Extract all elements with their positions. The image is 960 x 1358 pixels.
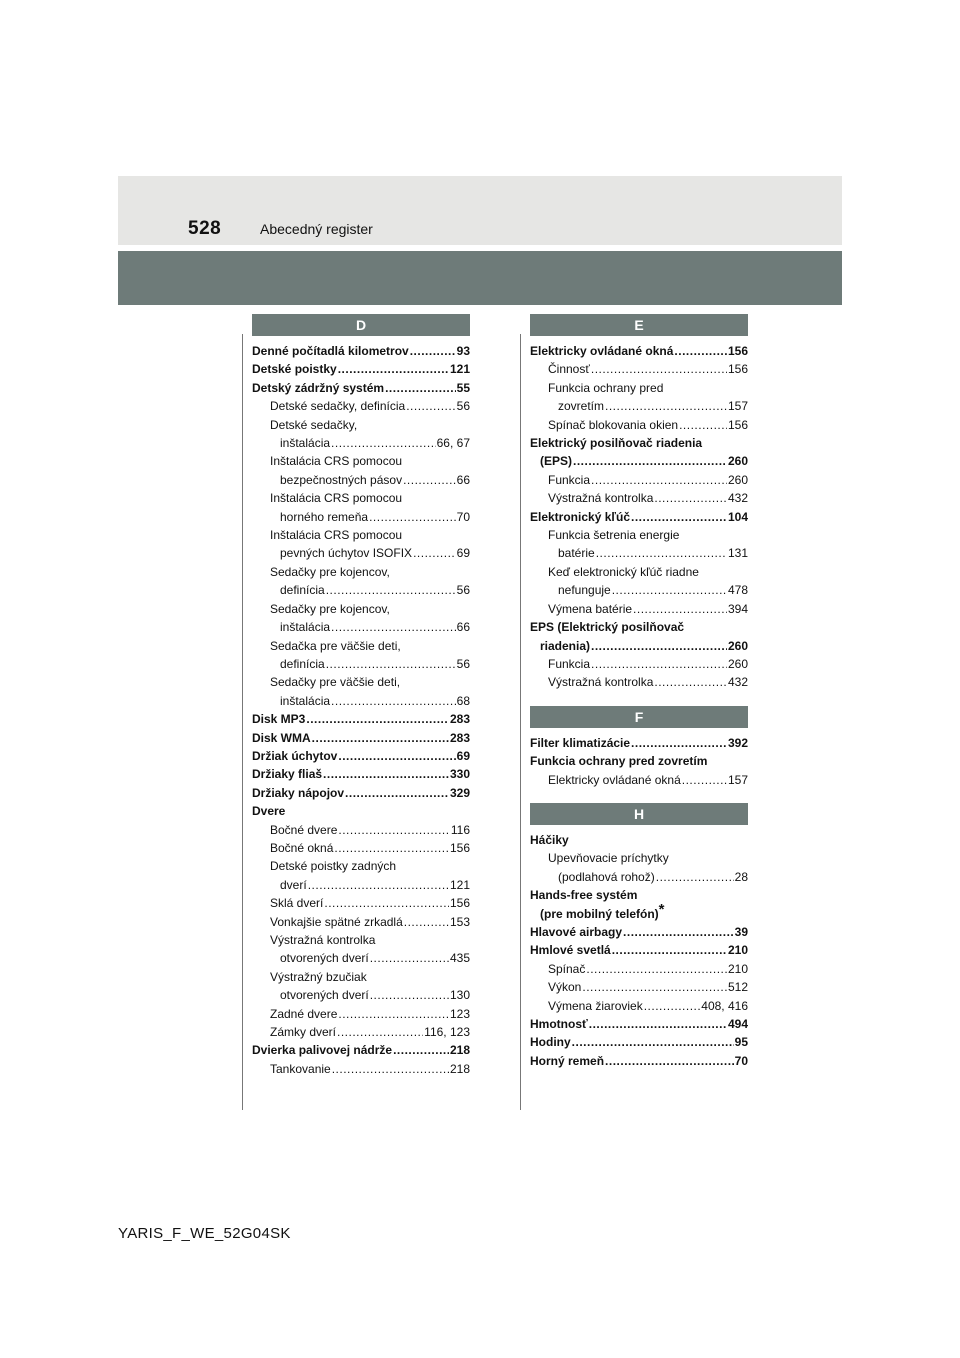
index-entry-text — [530, 849, 748, 867]
entry-term: Výkon — [548, 980, 582, 995]
dot-leader — [403, 471, 456, 489]
entry-term: otvorených dverí — [280, 988, 369, 1003]
page-reference: 156 — [449, 840, 470, 855]
entry-term: Elektrický posilňovač riadenia — [530, 436, 703, 451]
index-entry — [530, 637, 748, 655]
index-entry — [252, 765, 470, 783]
page-reference: 210 — [727, 961, 748, 976]
entry-term: Výmena batérie — [548, 601, 633, 616]
dot-leader — [612, 581, 727, 599]
entry-term: Dvere — [252, 804, 286, 819]
page-reference: 56 — [456, 399, 470, 414]
page-reference: 156 — [449, 896, 470, 911]
index-entry — [252, 710, 470, 728]
section-gap — [530, 692, 748, 706]
section-title: Abecedný register — [260, 221, 373, 237]
page-reference: 435 — [449, 951, 470, 966]
index-entry-text — [252, 526, 470, 544]
page-reference: 156 — [727, 362, 748, 377]
index-subentry — [252, 434, 470, 452]
entry-term: Výmena žiaroviek — [548, 998, 643, 1013]
entry-term: Tankovanie — [270, 1061, 331, 1076]
index-letter-header: E — [530, 314, 748, 336]
page-reference: 156 — [727, 344, 748, 358]
index-subentry — [530, 978, 748, 996]
entry-term: Sedačky pre kojencov, — [270, 601, 390, 616]
page-reference: 121 — [449, 362, 470, 377]
dot-leader — [674, 342, 727, 360]
entry-term: Hlavové airbagy — [530, 924, 623, 939]
entry-term: inštalácia — [280, 693, 331, 708]
dot-leader — [682, 771, 727, 789]
page-reference: 95 — [734, 1035, 748, 1050]
index-subentry — [252, 876, 470, 894]
entry-term: inštalácia — [280, 436, 331, 451]
entry-term: Filter klimatizácie — [530, 735, 631, 750]
dot-leader — [326, 581, 456, 599]
dot-leader — [413, 544, 456, 562]
index-subentry — [530, 868, 748, 886]
page-reference: 123 — [449, 1006, 470, 1021]
page-reference: 432 — [727, 675, 748, 690]
dot-leader — [370, 986, 449, 1004]
index-entry-text — [530, 831, 748, 849]
dot-leader — [679, 416, 727, 434]
page-reference: 432 — [727, 491, 748, 506]
index-entry — [530, 342, 748, 360]
index-entry-text — [530, 752, 748, 770]
index-subentry — [530, 489, 748, 507]
dot-leader — [654, 673, 727, 691]
dot-leader — [385, 379, 456, 397]
entry-term: Elektricky ovládané okná — [530, 344, 674, 358]
page-reference: 329 — [449, 785, 470, 800]
dot-leader — [605, 1052, 734, 1070]
entry-term: Bočné dvere — [270, 822, 338, 837]
entry-term: bezpečnostných pásov — [280, 472, 403, 487]
page-reference: 260 — [727, 472, 748, 487]
index-subentry — [530, 397, 748, 415]
index-entry — [530, 452, 748, 470]
page-reference: 66 — [456, 620, 470, 635]
entry-term: Elektricky ovládané okná — [548, 772, 681, 787]
index-entries — [530, 336, 748, 692]
dot-leader — [331, 692, 456, 710]
dot-leader — [370, 949, 449, 967]
index-subentry — [252, 581, 470, 599]
page-reference: 70 — [456, 509, 470, 524]
page-reference: 69 — [456, 748, 470, 763]
entry-term: Elektronický kľúč — [530, 509, 631, 524]
entry-term: Zámky dverí — [270, 1025, 337, 1040]
section-gap — [530, 789, 748, 803]
page-reference: 283 — [449, 730, 470, 745]
index-subentry — [252, 618, 470, 636]
entry-term: Funkcia — [548, 472, 591, 487]
entry-term: inštalácia — [280, 620, 331, 635]
index-entry-text — [530, 563, 748, 581]
index-subentry — [252, 1060, 470, 1078]
entry-term: Funkcia šetrenia energie — [548, 528, 680, 543]
index-entry-text — [530, 886, 748, 904]
dot-leader — [369, 508, 456, 526]
index-subentry — [530, 997, 748, 1015]
left-column-rule — [242, 334, 243, 1110]
index-entry-text — [252, 673, 470, 691]
entry-term: Výstražná kontrolka — [548, 491, 654, 506]
index-subentry — [252, 655, 470, 673]
entry-term: Disk WMA — [252, 730, 311, 745]
entry-term: Funkcia — [548, 656, 591, 671]
page-reference: 28 — [734, 869, 748, 884]
entry-term: Hmlové svetlá — [530, 943, 611, 958]
dot-leader — [591, 471, 727, 489]
index-subentry — [530, 471, 748, 489]
page-reference: 39 — [734, 924, 748, 939]
entry-term: dverí — [280, 877, 307, 892]
dot-leader — [331, 618, 456, 636]
index-subentry — [530, 544, 748, 562]
index-subentry — [252, 544, 470, 562]
page-reference: 104 — [727, 509, 748, 524]
dot-leader — [572, 1033, 734, 1051]
entry-term: zovretím — [558, 399, 605, 414]
index-entry-text — [252, 600, 470, 618]
index-entry — [252, 379, 470, 397]
index-subentry — [530, 655, 748, 673]
dot-leader — [393, 1041, 449, 1059]
page-reference: 283 — [449, 712, 470, 727]
page-reference: 494 — [727, 1017, 748, 1031]
index-entry-text — [252, 563, 470, 581]
dot-leader — [596, 544, 727, 562]
index-entry — [252, 342, 470, 360]
page-reference: 121 — [449, 877, 470, 892]
dot-leader — [623, 923, 734, 941]
entry-term: (podlahová rohož) — [558, 869, 655, 884]
entry-term: Sedačky pre kojencov, — [270, 564, 390, 579]
page-reference: 116, 123 — [424, 1025, 470, 1040]
page-reference: 131 — [727, 546, 748, 561]
page-reference: 478 — [727, 583, 748, 598]
index-entry — [530, 508, 748, 526]
dot-leader — [331, 434, 436, 452]
dot-leader — [591, 637, 727, 655]
dot-leader — [332, 1060, 449, 1078]
page-reference: 157 — [727, 399, 748, 414]
page-reference: 392 — [727, 735, 748, 750]
index-entry — [252, 360, 470, 378]
right-column-rule — [520, 334, 521, 1110]
page-reference: 210 — [727, 943, 748, 958]
page-reference: 157 — [727, 772, 748, 787]
dot-leader — [631, 734, 727, 752]
page-reference: 330 — [449, 767, 470, 782]
entry-term: Detský zádržný systém — [252, 380, 385, 395]
entry-term: Hodiny — [530, 1035, 571, 1050]
entry-term: Keď elektronický kľúč riadne — [548, 564, 699, 579]
page-reference: 260 — [727, 454, 748, 469]
dot-leader — [573, 452, 727, 470]
page-reference: 55 — [456, 380, 470, 395]
dot-leader — [656, 868, 734, 886]
dot-leader — [406, 397, 455, 415]
entry-term: Spínač blokovania okien — [548, 417, 679, 432]
entry-term: definícia — [280, 656, 325, 671]
entry-term: Inštalácia CRS pomocou — [270, 528, 403, 543]
index-subentry — [530, 581, 748, 599]
entry-term: Háčiky — [530, 832, 569, 847]
index-subentry — [530, 416, 748, 434]
page-reference: 68 — [456, 693, 470, 708]
index-subentry — [252, 894, 470, 912]
dot-leader — [410, 342, 456, 360]
index-subentry — [252, 692, 470, 710]
entry-term: Hands-free systém — [530, 888, 638, 903]
entry-term: Držiaky fliaš — [252, 767, 323, 782]
entry-term: Činnosť — [548, 362, 590, 377]
index-subentry — [252, 839, 470, 857]
page-reference: 218 — [449, 1061, 470, 1076]
index-entries — [252, 336, 470, 1078]
index-column-right — [530, 314, 748, 1070]
dot-leader — [312, 729, 449, 747]
footnote-star: * — [658, 900, 665, 918]
entry-term: Funkcia ochrany pred zovretím — [530, 754, 708, 769]
index-subentry — [530, 771, 748, 789]
index-letter-header: H — [530, 803, 748, 825]
index-entry-text — [530, 618, 748, 636]
entry-term: Spínač — [548, 961, 586, 976]
entry-term: batérie — [558, 546, 595, 561]
index-entry-text — [252, 416, 470, 434]
dot-leader — [323, 765, 449, 783]
page-reference: 512 — [727, 980, 748, 995]
index-subentry — [252, 1023, 470, 1041]
header-bar — [118, 251, 842, 305]
entry-term: Sedačka pre väčšie deti, — [270, 638, 401, 653]
page-reference: 116 — [450, 822, 470, 837]
index-entry — [530, 734, 748, 752]
dot-leader — [326, 655, 456, 673]
index-entry-text — [252, 968, 470, 986]
index-entry-text — [530, 526, 748, 544]
dot-leader — [338, 821, 449, 839]
dot-leader — [605, 397, 727, 415]
index-entry-text — [252, 802, 470, 820]
dot-leader — [644, 997, 701, 1015]
index-entry — [252, 747, 470, 765]
index-entry — [530, 941, 748, 959]
index-entry — [252, 784, 470, 802]
entry-term: definícia — [280, 583, 325, 598]
dot-leader — [591, 655, 727, 673]
entry-term: (EPS) — [540, 454, 573, 469]
index-subentry — [252, 471, 470, 489]
index-subentry — [530, 600, 748, 618]
index-entry-text — [252, 452, 470, 470]
page-reference: 260 — [727, 638, 748, 653]
index-entry-text — [252, 931, 470, 949]
dot-leader — [337, 1023, 423, 1041]
entry-term: Držiak úchytov — [252, 748, 338, 763]
dot-leader — [338, 1005, 449, 1023]
index-subentry — [530, 673, 748, 691]
page-reference: 93 — [456, 344, 470, 358]
index-subentry — [252, 986, 470, 1004]
index-entry — [252, 729, 470, 747]
entry-term: Zadné dvere — [270, 1006, 338, 1021]
index-entries — [530, 825, 748, 1070]
index-subentry — [530, 960, 748, 978]
entry-term: Držiaky nápojov — [252, 785, 345, 800]
page-reference: 408, 416 — [701, 998, 748, 1013]
entry-term: Detské sedačky, definícia — [270, 399, 406, 414]
index-entry-text — [530, 379, 748, 397]
index-subentry — [252, 1005, 470, 1023]
dot-leader — [345, 784, 449, 802]
entry-term: Inštalácia CRS pomocou — [270, 491, 403, 506]
page-reference: 153 — [449, 914, 470, 929]
entry-term: pevných úchytov ISOFIX — [280, 546, 413, 561]
index-entry-text — [252, 489, 470, 507]
index-entry — [530, 1052, 748, 1070]
entry-term: riadenia) — [540, 638, 591, 653]
entry-term: horného remeňa — [280, 509, 369, 524]
index-subentry — [530, 360, 748, 378]
index-subentry — [252, 397, 470, 415]
dot-leader — [324, 894, 449, 912]
entry-term: (pre mobilný telefón) — [540, 906, 659, 921]
dot-leader — [306, 710, 449, 728]
dot-leader — [612, 941, 727, 959]
dot-leader — [654, 489, 727, 507]
page-reference: 56 — [456, 583, 470, 598]
entry-term: Horný remeň — [530, 1053, 605, 1068]
entry-term: nefunguje — [558, 583, 611, 598]
page-reference: 156 — [727, 417, 748, 432]
index-subentry — [252, 508, 470, 526]
index-subentry — [252, 913, 470, 931]
dot-leader — [308, 876, 449, 894]
page-reference: 218 — [449, 1043, 470, 1058]
dot-leader — [338, 360, 449, 378]
index-entries — [530, 728, 748, 789]
index-subentry — [252, 821, 470, 839]
index-entry — [530, 1015, 748, 1033]
dot-leader — [589, 1015, 727, 1033]
index-entry-text — [252, 637, 470, 655]
entry-term: otvorených dverí — [280, 951, 369, 966]
entry-term: Výstražný bzučiak — [270, 969, 367, 984]
dot-leader — [586, 960, 727, 978]
entry-term: Vonkajšie spätné zrkadlá — [270, 914, 403, 929]
page-reference: 69 — [456, 546, 470, 561]
index-entry-text — [530, 434, 748, 452]
index-letter-header: F — [530, 706, 748, 728]
document-code: YARIS_F_WE_52G04SK — [118, 1225, 291, 1242]
dot-leader — [338, 747, 455, 765]
entry-term: Dvierka palivovej nádrže — [252, 1043, 393, 1058]
page-reference: 394 — [727, 601, 748, 616]
page-reference: 56 — [456, 656, 470, 671]
entry-term: Bočné okná — [270, 840, 334, 855]
page-reference: 260 — [727, 656, 748, 671]
entry-term: Upevňovacie príchytky — [548, 851, 669, 866]
page-reference: 130 — [449, 988, 470, 1003]
index-entry — [530, 1033, 748, 1051]
entry-term: Detské poistky — [252, 362, 337, 377]
entry-term: Detské poistky zadných — [270, 859, 397, 874]
entry-term: EPS (Elektrický posilňovač — [530, 620, 685, 635]
entry-term: Sklá dverí — [270, 896, 324, 911]
entry-term: Disk MP3 — [252, 712, 306, 727]
dot-leader — [582, 978, 727, 996]
entry-term: Funkcia ochrany pred — [548, 380, 664, 395]
dot-leader — [633, 600, 727, 618]
dot-leader — [631, 508, 727, 526]
entry-term: Výstražná kontrolka — [270, 933, 376, 947]
entry-term: Výstražná kontrolka — [548, 675, 654, 690]
index-entry-text — [530, 900, 748, 923]
dot-leader — [591, 360, 727, 378]
dot-leader — [334, 839, 449, 857]
entry-term: Inštalácia CRS pomocou — [270, 454, 403, 469]
page-reference: 66, 67 — [436, 436, 470, 451]
entry-term: Sedačky pre väčšie deti, — [270, 675, 401, 690]
index-column-left — [252, 314, 470, 1078]
dot-leader — [404, 913, 449, 931]
index-entry-text — [252, 857, 470, 875]
page-reference: 66 — [456, 472, 470, 487]
index-subentry — [252, 949, 470, 967]
header-band — [118, 176, 842, 245]
page-number: 528 — [188, 218, 222, 239]
index-entry — [252, 1041, 470, 1059]
index-letter-header: D — [252, 314, 470, 336]
entry-term: Hmotnosť — [530, 1017, 588, 1031]
entry-term: Detské sedačky, — [270, 417, 358, 432]
index-entry — [530, 923, 748, 941]
page-reference: 70 — [734, 1053, 748, 1068]
entry-term: Denné počítadlá kilometrov — [252, 344, 409, 358]
